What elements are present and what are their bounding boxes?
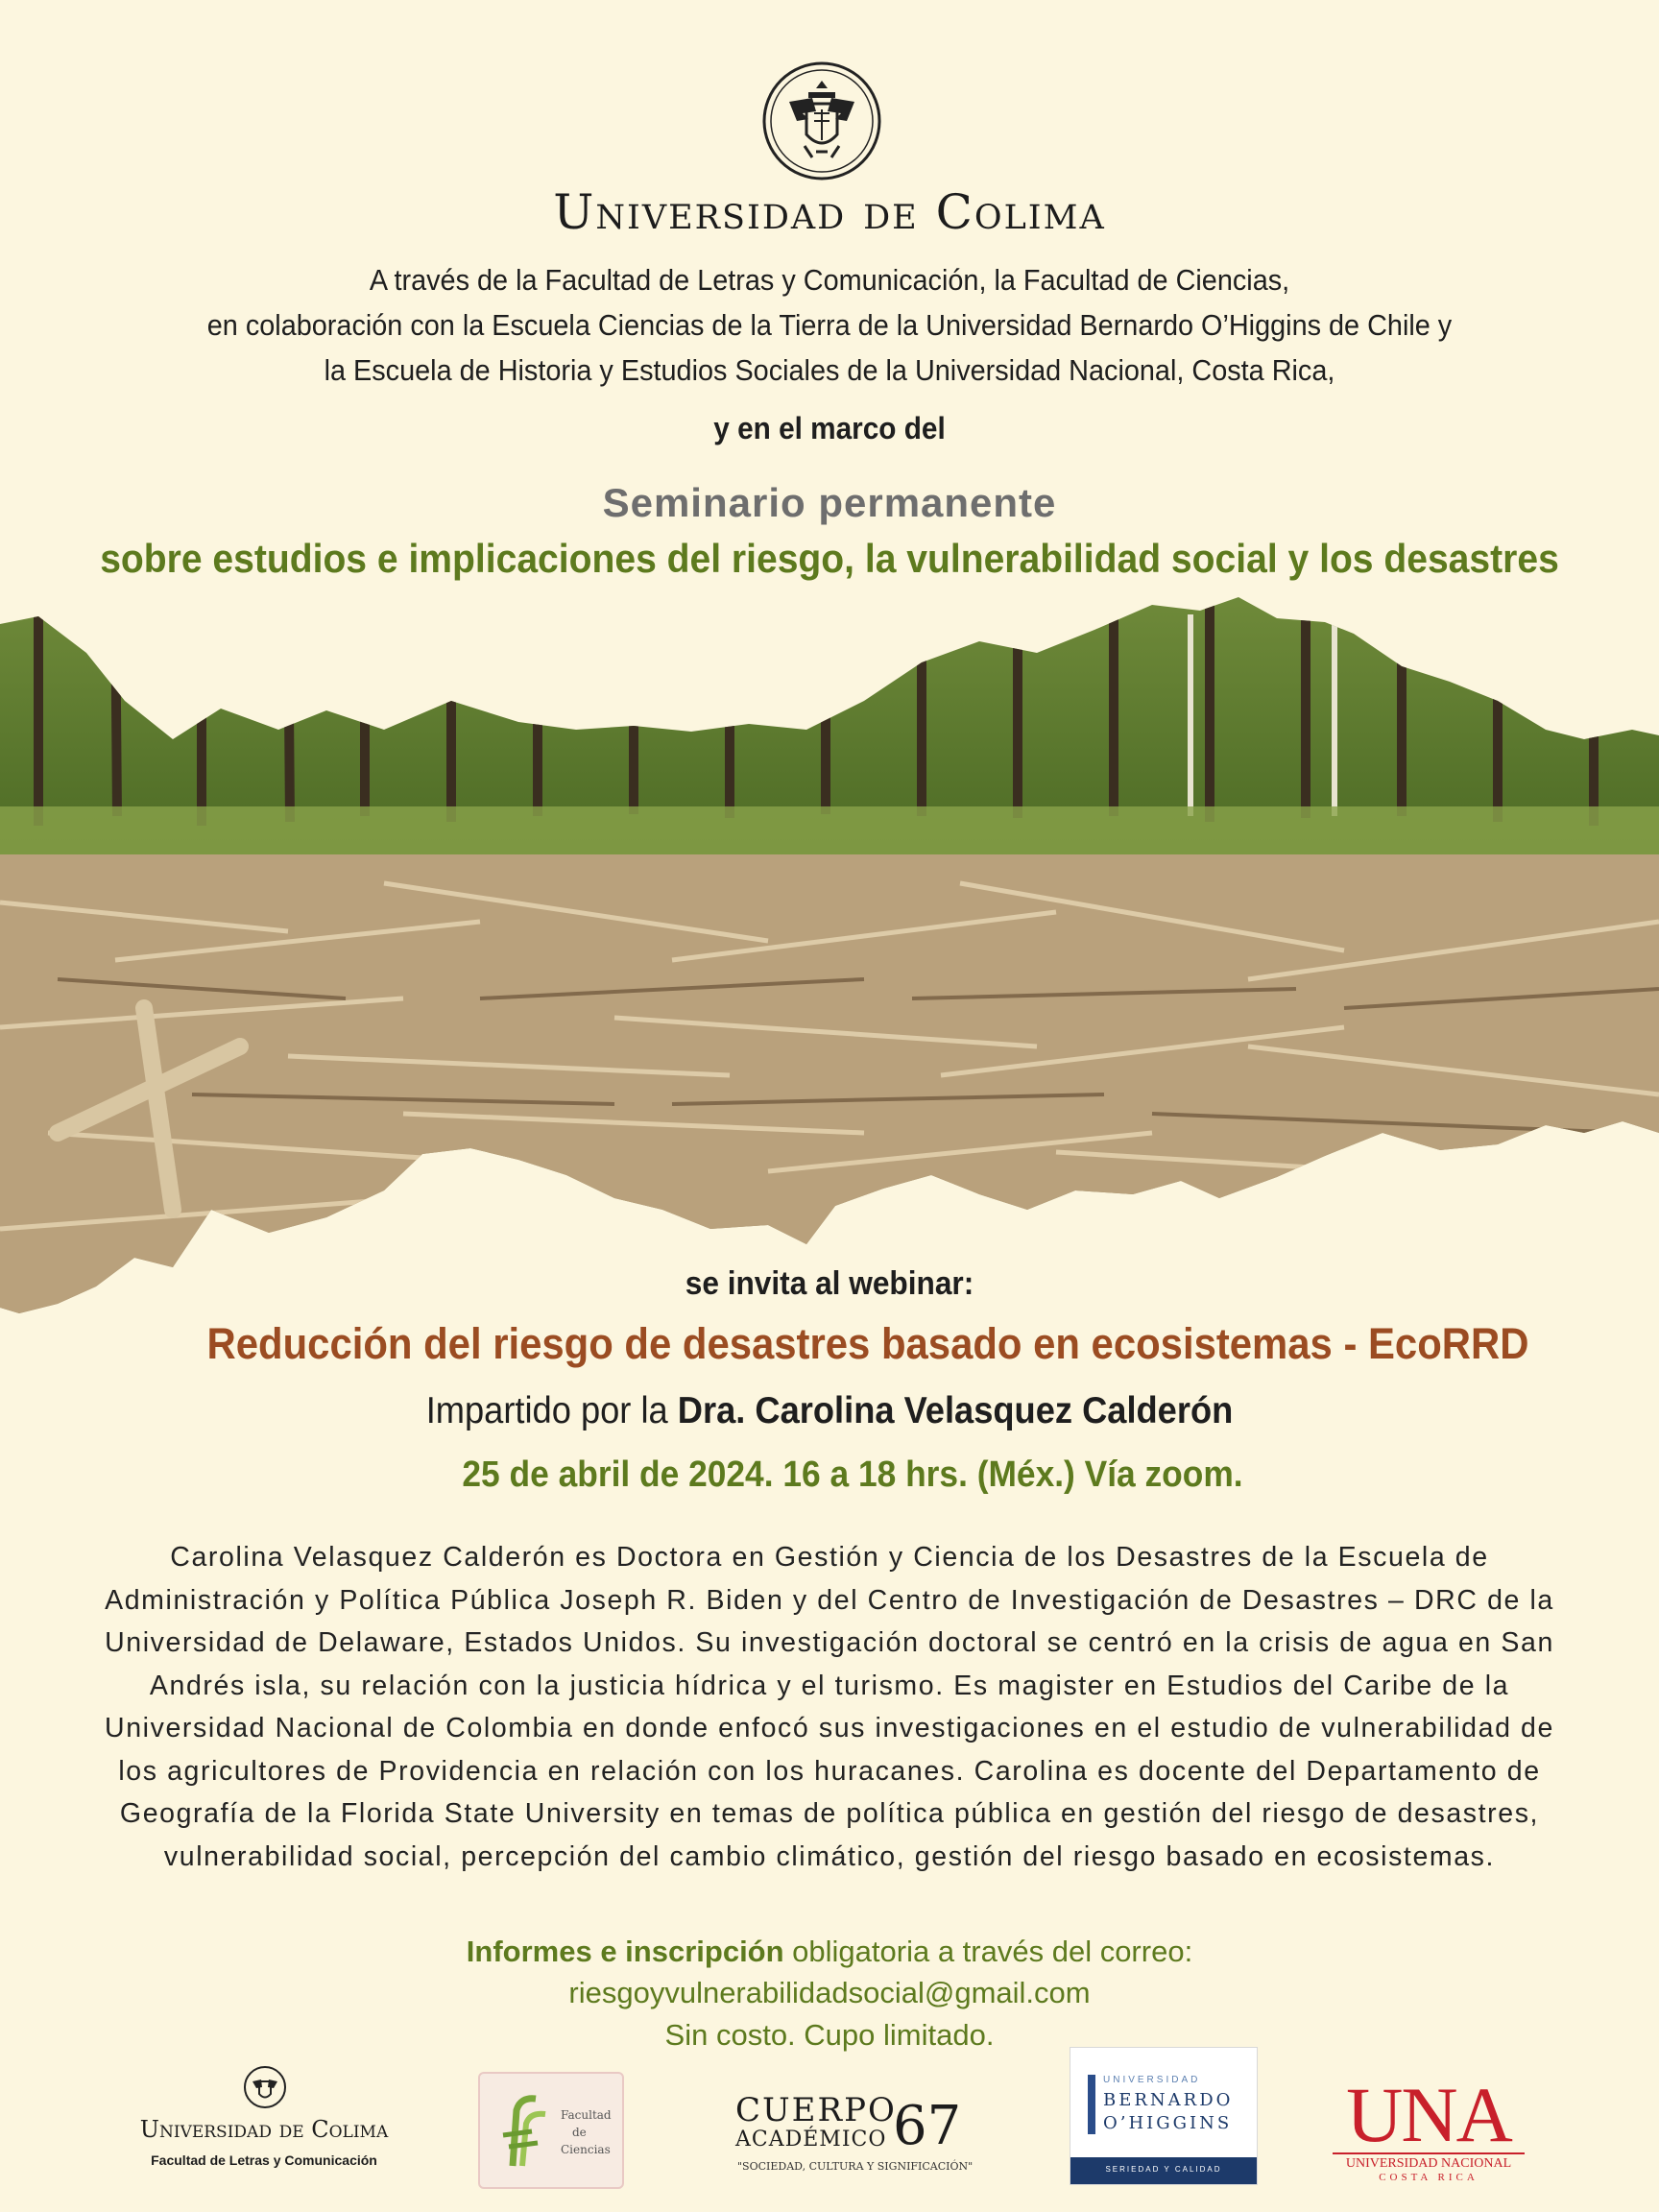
- speaker-prefix: Impartido por la: [425, 1390, 678, 1431]
- ubo-logo: [1070, 2047, 1258, 2185]
- bio-line: Universidad de Delaware, Estados Unidos. Su investigación doctoral se centró en la crisis de agua en San: [105, 1627, 1554, 1658]
- bio-line: Andrés isla, su relación con la justicia hídrica y el turismo. Es magister en Estudios del Caribe de la: [149, 1670, 1510, 1701]
- ca-logo-number: 67: [893, 2095, 962, 2157]
- ucol-logo-sub: Facultad de Letras y Comunicación: [151, 2152, 377, 2168]
- seminar-title: Seminario permanente: [602, 480, 1057, 525]
- registration-note: Sin costo. Cupo limitado.: [664, 2018, 995, 2052]
- event-date: 25 de abril de 2024. 16 a 18 hrs. (Méx.) Vía zoom.: [462, 1455, 1243, 1495]
- bio-line: Administración y Política Pública Joseph R. Biden y del Centro de Investigación de Desastres – DRC de la: [105, 1584, 1554, 1616]
- ucol-logo: [134, 2064, 394, 2179]
- speaker-bio: [84, 1536, 1575, 1878]
- bio-line: Universidad Nacional de Colombia en donde enfocó sus investigaciones en el estudio de vulnerabilidad de: [105, 1713, 1554, 1743]
- webinar-title: Reducción del riesgo de desastres basado en ecosistemas - EcoRRD: [206, 1319, 1529, 1368]
- intro-line: en colaboración con la Escuela Ciencias de la Tierra de la Universidad Bernardo O’Higgins de Chile y: [206, 308, 1453, 342]
- ucol-crest-icon: [243, 2064, 287, 2110]
- bio-line: vulnerabilidad social, percepción del cambio climático, gestión del riesgo basado en ecosistemas.: [163, 1840, 1496, 1872]
- una-logo-line1: UNIVERSIDAD NACIONAL: [1333, 2152, 1525, 2172]
- ubo-bars-icon: [1088, 2075, 1095, 2134]
- speaker-name: Dra. Carolina Velasquez Calderón: [677, 1390, 1234, 1431]
- bio-line: Carolina Velasquez Calderón es Doctora en Gestión y Ciencia de los Desastres de la Escuela de: [170, 1542, 1489, 1573]
- university-title: Universidad de Colima: [553, 184, 1106, 240]
- ubo-logo-line3: O’HIGGINS: [1103, 2113, 1233, 2133]
- intro-line: la Escuela de Historia y Estudios Sociales de la Universidad Nacional, Costa Rica,: [324, 353, 1335, 387]
- facultad-ciencias-logo: [478, 2072, 624, 2189]
- fc-logo-line1: Facultad: [561, 2108, 612, 2122]
- bio-line: Geografía de la Florida State University en temas de política pública en gestión del riesgo de desastres,: [119, 1798, 1540, 1829]
- registration-rest: obligatoria a través del correo:: [783, 1935, 1193, 1968]
- una-logo: [1333, 2071, 1525, 2183]
- ucol-logo-name: Universidad de Colima: [139, 2116, 389, 2143]
- cuerpo-academico-logo: [730, 2091, 979, 2177]
- university-crest-icon: [760, 60, 883, 182]
- ca-logo-line1: CUERPO: [735, 2091, 897, 2129]
- una-logo-big: UNA: [1346, 2071, 1511, 2158]
- registration-info: [0, 1935, 1659, 1969]
- una-logo-line2: COSTA RICA: [1379, 2172, 1479, 2183]
- invite-text: se invita al webinar:: [685, 1265, 974, 1302]
- marco-text: y en el marco del: [713, 411, 946, 445]
- ff-leaf-icon: [493, 2091, 551, 2168]
- forest-debris-photo: [0, 595, 1659, 1325]
- fc-logo-line3: Ciencias: [561, 2143, 611, 2156]
- registration-email[interactable]: riesgoyvulnerabilidadsocial@gmail.com: [568, 1976, 1091, 2009]
- intro-text: [58, 257, 1600, 393]
- speaker-line: [58, 1390, 1600, 1432]
- ca-logo-line2: ACADÉMICO: [735, 2128, 887, 2152]
- intro-line: A través de la Facultad de Letras y Comunicación, la Facultad de Ciencias,: [369, 263, 1290, 297]
- fc-logo-line2: de: [572, 2126, 587, 2139]
- ca-logo-motto: "SOCIEDAD, CULTURA Y SIGNIFICACIÓN": [737, 2160, 974, 2173]
- ubo-logo-line2: BERNARDO: [1103, 2090, 1234, 2110]
- ubo-logo-line1: UNIVERSIDAD: [1103, 2075, 1201, 2085]
- bio-line: los agricultores de Providencia en relación con los huracanes. Carolina es docente del Departamento de: [118, 1755, 1541, 1787]
- ubo-logo-motto: SERIEDAD Y CALIDAD: [1105, 2165, 1222, 2174]
- registration-bold: Informes e inscripción: [466, 1935, 784, 1968]
- seminar-subtitle: sobre estudios e implicaciones del riesgo, la vulnerabilidad social y los desastres: [100, 536, 1559, 581]
